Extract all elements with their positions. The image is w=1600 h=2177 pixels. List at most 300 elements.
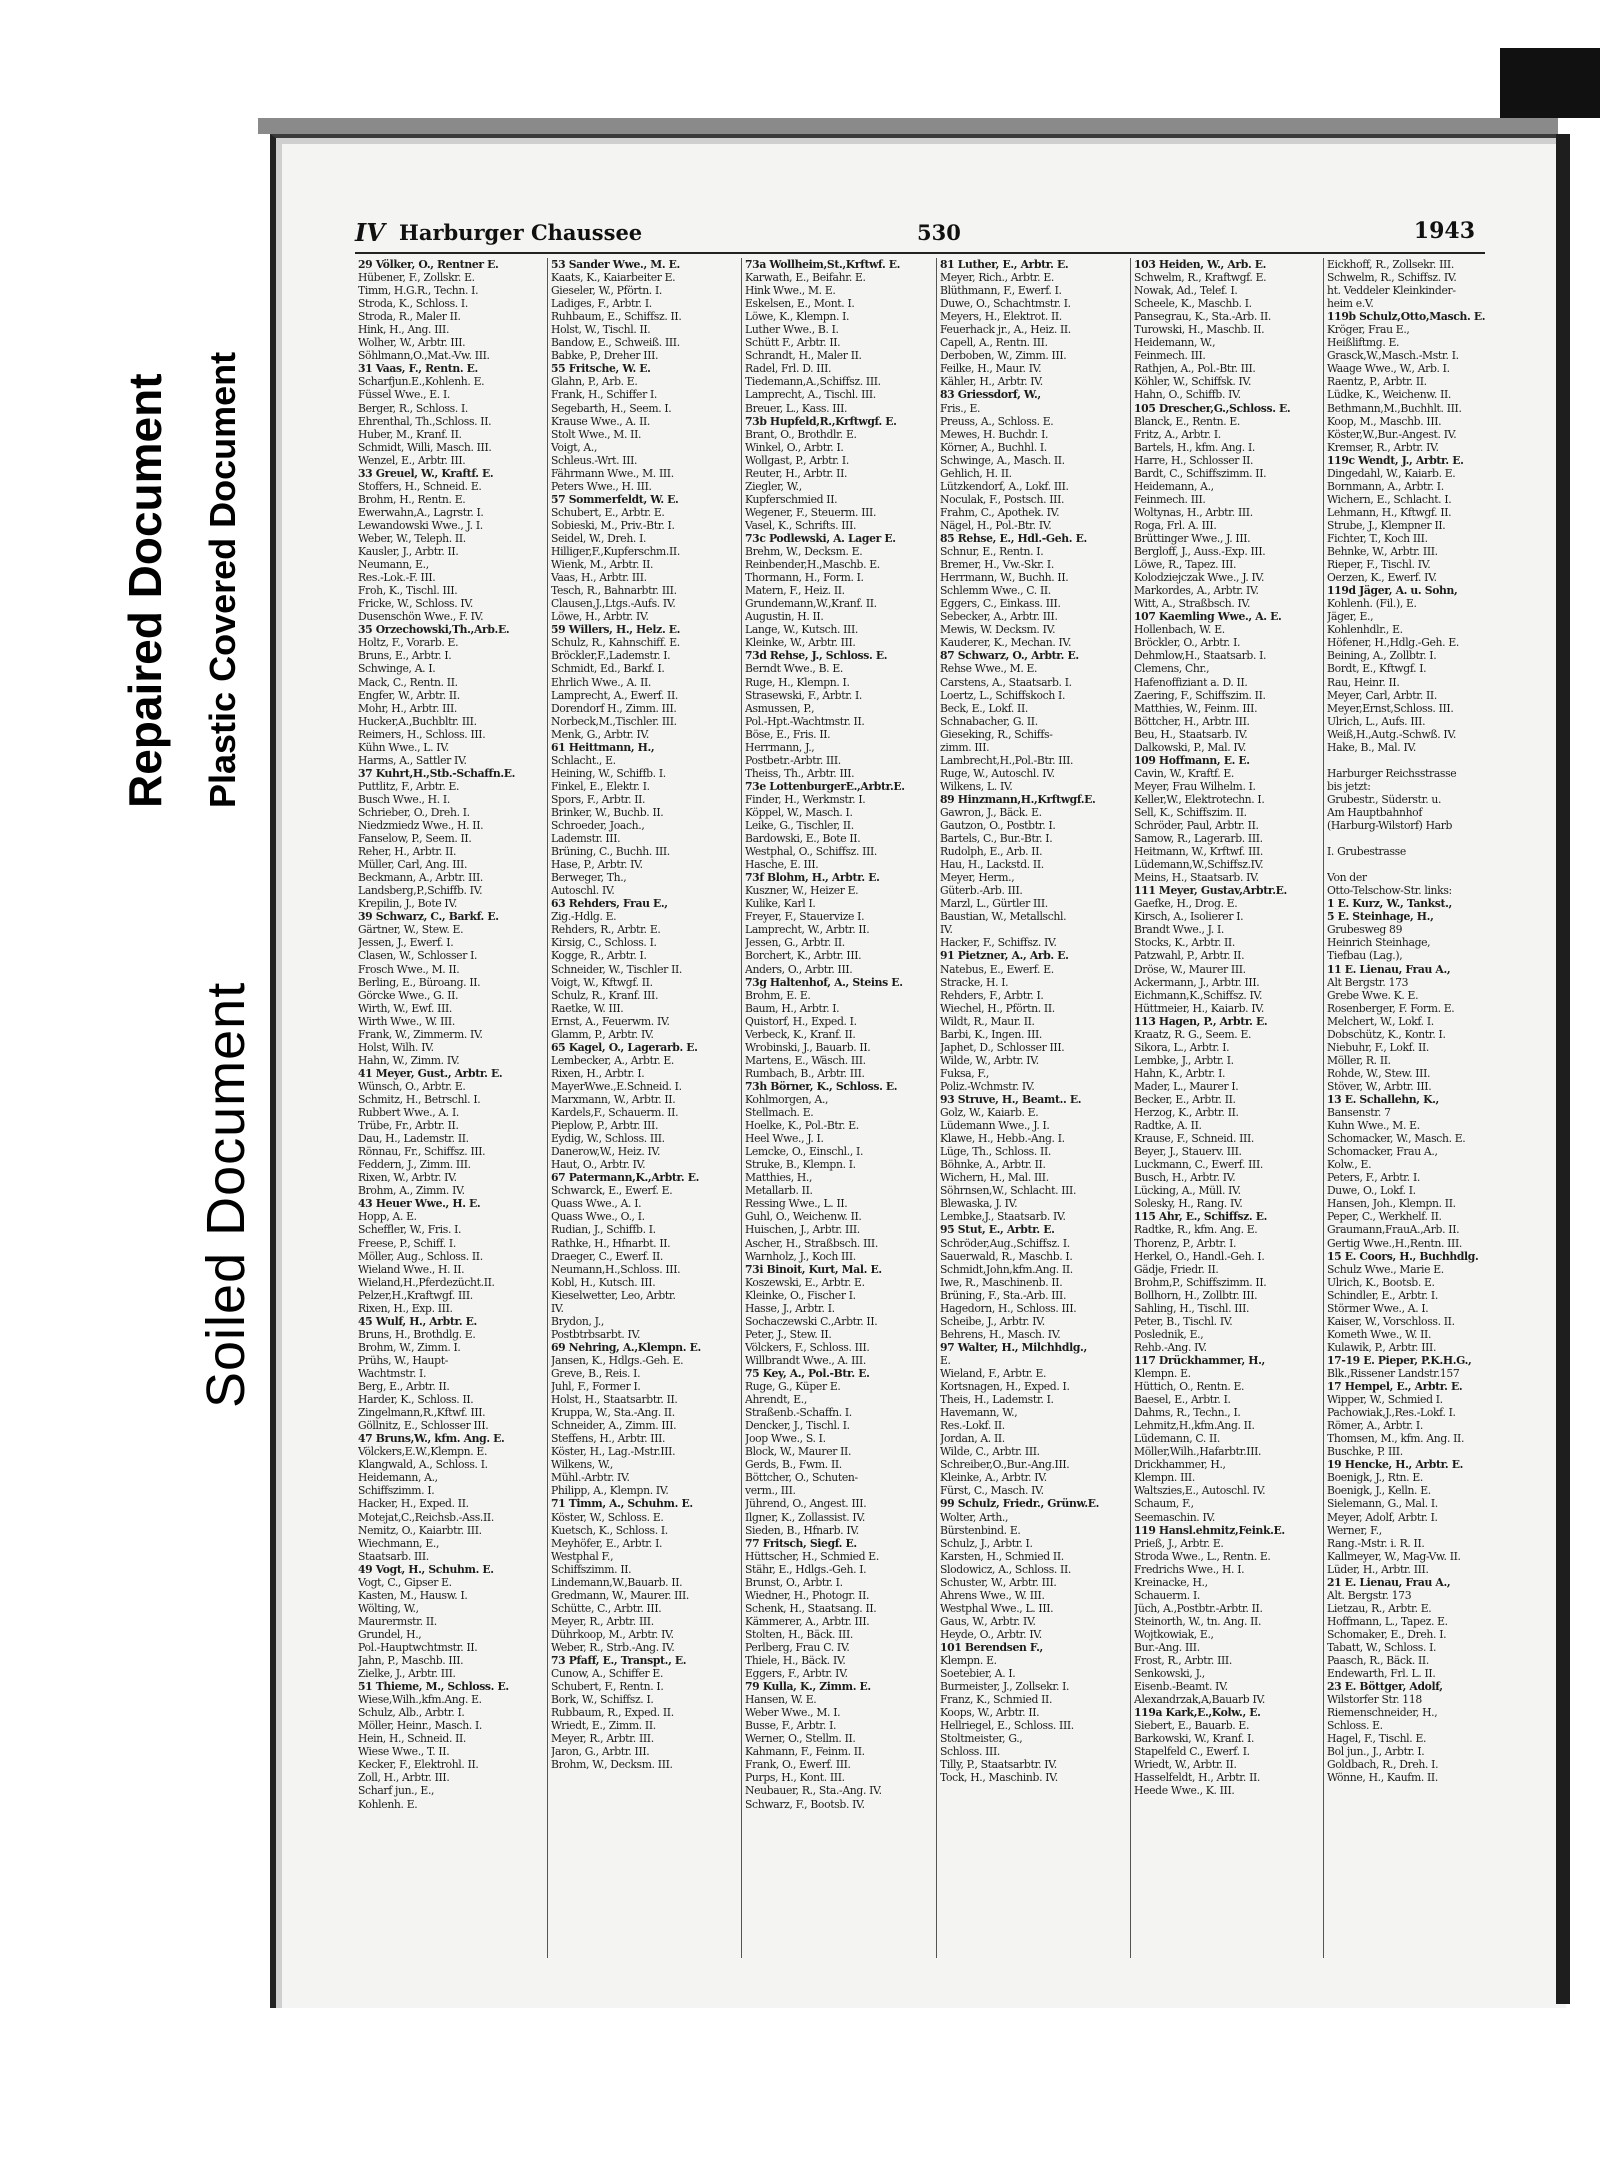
- directory-entry: Wenzel, E., Arbtr. III.: [358, 453, 466, 467]
- directory-entry: Stolten, H., Bäck. III.: [745, 1627, 853, 1641]
- directory-entry: Burmeister, J., Zollsekr. I.: [940, 1680, 1070, 1694]
- directory-entry: Thorenz, P., Arbtr. I.: [1134, 1236, 1237, 1250]
- directory-entry: Meyer, Herm.,: [940, 871, 1015, 885]
- directory-entry: Jüch, A.,Postbtr.-Arbtr. II.: [1134, 1601, 1263, 1615]
- directory-entry: 73h Börner, K., Schloss. E.: [745, 1079, 898, 1093]
- directory-entry: Am Hauptbahnhof: [1327, 805, 1422, 819]
- directory-entry: Ilgner, K., Zollassist. IV.: [745, 1510, 865, 1524]
- directory-entry: Brinker, W., Buchb. II.: [551, 805, 664, 819]
- directory-entry: Neubauer, R., Sta.-Ang. IV.: [745, 1784, 882, 1798]
- directory-entry: 75 Key, A., Pol.-Btr. E.: [745, 1366, 870, 1380]
- directory-entry: Meyer, Adolf, Arbtr. I.: [1327, 1510, 1438, 1524]
- directory-entry: Kohlenh. E.: [358, 1797, 418, 1811]
- directory-entry: Rehse Wwe., M. E.: [940, 662, 1038, 676]
- directory-entry: 97 Walter, H., Milchhdlg.,: [940, 1340, 1087, 1354]
- year: 1943: [1413, 218, 1475, 244]
- directory-entry: Brohm, H., Rentn. E.: [358, 492, 466, 506]
- directory-entry: 39 Schwarz, C., Barkf. E.: [358, 910, 499, 924]
- directory-entry: Fritz, A., Arbtr. I.: [1134, 427, 1221, 441]
- directory-column-3: [745, 258, 932, 1958]
- directory-entry: Kleinke, O., Fischer I.: [745, 1288, 856, 1302]
- directory-entry: Brüning, C., Buchh. III.: [551, 845, 670, 859]
- directory-entry: Schenk, H., Staatsang. II.: [745, 1601, 877, 1615]
- directory-entry: Koops, W., Arbtr. II.: [940, 1706, 1040, 1720]
- directory-entry: Wolher, W., Arbtr. III.: [358, 336, 466, 350]
- directory-entry: Koop, M., Maschb. III.: [1327, 414, 1442, 428]
- page-number: 530: [917, 220, 961, 245]
- directory-entry: Ehrenthal, Th.,Schloss. II.: [358, 414, 492, 428]
- directory-entry: Herrmann, J.,: [745, 740, 815, 754]
- directory-entry: 47 Bruns,W., kfm. Ang. E.: [358, 1432, 505, 1446]
- directory-entry: Slodowicz, A., Schloss. II.: [940, 1562, 1071, 1576]
- directory-entry: Scheibe, J., Arbtr. IV.: [940, 1314, 1045, 1328]
- directory-entry: Harre, H., Schlosser II.: [1134, 453, 1254, 467]
- directory-entry: Brohm,P., Schiffszimm. II.: [1134, 1275, 1267, 1289]
- directory-entry: Berndt Wwe., B. E.: [745, 662, 843, 676]
- directory-entry: Völckers,E.W.,Klempn. E.: [358, 1445, 488, 1459]
- directory-entry: Glahn, P., Arb. E.: [551, 375, 638, 389]
- directory-entry: Leike, G., Tischler, II.: [745, 819, 854, 833]
- page-top-edge: [258, 118, 1558, 134]
- directory-entry: Möller, R. II.: [1327, 1053, 1391, 1067]
- column-divider: [741, 258, 742, 1958]
- directory-entry: Peter, J., Stew. II.: [745, 1327, 832, 1341]
- directory-entry: 113 Hagen, P., Arbtr. E.: [1134, 1014, 1268, 1028]
- directory-entry: Bröckler,F.,Lademstr. I.: [551, 649, 671, 663]
- directory-entry: Fürst, C., Masch. IV.: [940, 1484, 1044, 1498]
- directory-entry: Kreinacke, H.,: [1134, 1575, 1208, 1589]
- directory-entry: 73 Pfaff, E., Transpt., E.: [551, 1654, 687, 1668]
- header-rule: [355, 252, 1485, 254]
- directory-entry: Blanck, E., Rentn. E.: [1134, 414, 1241, 428]
- directory-entry: Rau, Heinr. II.: [1327, 675, 1400, 689]
- directory-entry: Wiechmann, E.,: [358, 1536, 440, 1550]
- directory-entry: Pieplow, P., Arbtr. III.: [551, 1119, 659, 1133]
- directory-entry: Wriedt, E., Zimm. II.: [551, 1719, 656, 1733]
- directory-entry: 37 Kuhrt,H.,Stb.-Schaffn.E.: [358, 766, 516, 780]
- directory-entry: Schulz, Alb., Arbtr. I.: [358, 1706, 465, 1720]
- directory-entry: Schubert, F., Rentn. I.: [551, 1680, 664, 1694]
- directory-entry: Weber, R., Strb.-Ang. IV.: [551, 1640, 675, 1654]
- directory-entry: Peter, B., Tischl. IV.: [1134, 1314, 1233, 1328]
- directory-entry: Löwe, K., Klempn. I.: [745, 310, 850, 324]
- directory-entry: Rathke, H., Hfnarbt. II.: [551, 1236, 671, 1250]
- directory-entry: Mader, L., Maurer I.: [1134, 1079, 1239, 1093]
- column-divider: [936, 258, 937, 1958]
- directory-entry: Feinmech. III.: [1134, 492, 1206, 506]
- directory-entry: Eickhoff, R., Zollsekr. III.: [1327, 258, 1454, 271]
- directory-entry: Bandow, E., Schweiß. III.: [551, 336, 680, 350]
- directory-entry: Rang.-Mstr. i. R. II.: [1327, 1536, 1425, 1550]
- directory-entry: Wichern, E., Schlacht. I.: [1327, 492, 1452, 506]
- directory-entry: Natebus, E., Ewerf. E.: [940, 962, 1054, 976]
- directory-entry: Fichter, T., Koch III.: [1327, 531, 1428, 545]
- directory-entry: Brohm, W., Decksm. III.: [551, 1758, 673, 1772]
- directory-entry: Tilly, P., Staatsarbtr. IV.: [940, 1758, 1057, 1772]
- directory-entry: Straßenb.-Schaffn. I.: [745, 1406, 852, 1420]
- directory-entry: Tesch, R., Bahnarbtr. III.: [551, 584, 677, 598]
- directory-entry: Bol jun., J., Arbtr. I.: [1327, 1745, 1425, 1759]
- directory-entry: Stocks, K., Arbtr. II.: [1134, 936, 1235, 950]
- column-divider: [547, 258, 548, 1958]
- directory-entry: Brydon, J.,: [551, 1314, 604, 1328]
- directory-entry: Tabatt, W., Schloss. I.: [1327, 1640, 1437, 1654]
- directory-entry: Köster, W., Schloss. E.: [551, 1510, 664, 1524]
- directory-entry: Rehders, F., Arbtr. I.: [940, 988, 1044, 1002]
- directory-entry: Nowak, Ad., Telef. I.: [1134, 284, 1238, 298]
- directory-entry: Schmitz, H., Betrschl. I.: [358, 1093, 481, 1106]
- directory-entry: 43 Heuer Wwe., H. E.: [358, 1197, 481, 1211]
- directory-entry: Wachtmstr. I.: [358, 1366, 427, 1380]
- directory-entry: Schlacht., E.: [551, 753, 616, 767]
- directory-entry: Huber, M., Kranf. II.: [358, 427, 462, 441]
- directory-entry: Schwinge, A. I.: [358, 662, 436, 676]
- directory-entry: Kulawik, P., Arbtr. III.: [1327, 1340, 1437, 1354]
- directory-entry: Bollhorn, H., Zollbtr. III.: [1134, 1288, 1258, 1302]
- directory-entry: Wirth, W., Ewf. III.: [358, 1001, 453, 1015]
- directory-entry: Wolter, Arth.,: [940, 1510, 1009, 1524]
- directory-entry: Autoschl. IV.: [551, 884, 615, 898]
- directory-entry: Beining, A., Zollbtr. I.: [1327, 649, 1437, 663]
- directory-entry: Wölting, W.,: [358, 1601, 419, 1615]
- directory-entry: Bartels, H., kfm. Ang. I.: [1134, 440, 1255, 454]
- directory-entry: Rudian, J., Schiffb. I.: [551, 1223, 656, 1237]
- directory-entry: Schiffszimm. I.: [358, 1484, 435, 1498]
- directory-entry: Berling, E., Büroang. II.: [358, 975, 481, 989]
- directory-entry: Müller, Carl, Ang. III.: [358, 858, 468, 872]
- directory-entry: Gehlich, H. II.: [940, 466, 1012, 480]
- directory-entry: Gautzon, O., Postbtr. I.: [940, 819, 1056, 833]
- directory-entry: Pachowiak,J.,Res.-Lokf. I.: [1327, 1406, 1456, 1420]
- directory-entry: 65 Kagel, O., Lagerarb. E.: [551, 1040, 698, 1054]
- directory-entry: 53 Sander Wwe., M. E.: [551, 258, 680, 271]
- directory-entry: Paasch, R., Bäck. II.: [1327, 1654, 1429, 1668]
- directory-entry: Ahrendt, E.,: [745, 1393, 807, 1407]
- directory-entry: 73c Podlewski, A. Lager E.: [745, 531, 896, 545]
- directory-entry: 87 Schwarz, O., Arbtr. E.: [940, 649, 1079, 663]
- directory-entry: 119c Wendt, J., Arbtr. E.: [1327, 453, 1464, 467]
- directory-entry: Fris., E.: [940, 401, 981, 415]
- directory-entry: Scheele, K., Maschb. I.: [1134, 297, 1252, 311]
- directory-entry: 29 Völker, O., Rentner E.: [358, 258, 499, 271]
- directory-entry: Senkowski, J.,: [1134, 1667, 1205, 1681]
- directory-entry: Schlemm Wwe., C. II.: [940, 584, 1051, 598]
- directory-entry: Frank, W., Zimmerm. IV.: [358, 1027, 483, 1041]
- directory-entry: Block, W., Maurer II.: [745, 1445, 852, 1459]
- directory-entry: Karwath, E., Beifahr. E.: [745, 271, 866, 285]
- directory-entry: Schmidt, Ed., Barkf. I.: [551, 662, 665, 676]
- directory-entry: Ascher, H., Straßbsch. III.: [745, 1236, 878, 1250]
- directory-entry: Tock, H., Maschinb. IV.: [940, 1771, 1058, 1785]
- directory-entry: Schwarz, F., Bootsb. IV.: [745, 1797, 865, 1811]
- directory-entry: verm., III.: [745, 1484, 796, 1498]
- directory-entry: Kallmeyer, W., Mag-Vw. II.: [1327, 1549, 1461, 1563]
- directory-entry: 81 Luther, E., Arbtr. E.: [940, 258, 1069, 271]
- directory-entry: (Harburg-Wilstorf) Harb: [1327, 819, 1453, 833]
- soiled-document-label: Soiled Document: [196, 981, 256, 1408]
- directory-entry: Juhl, F., Former I.: [551, 1380, 641, 1394]
- directory-entry: Westphal F.,: [551, 1549, 614, 1563]
- directory-entry: Bruns, E., Arbtr. I.: [358, 649, 452, 663]
- directory-entry: Schloss. E.: [1327, 1719, 1383, 1733]
- directory-entry: Schmidt,John,kfm.Ang. II.: [940, 1262, 1073, 1276]
- directory-entry: Holst, H., Staatsarbtr. II.: [551, 1393, 678, 1407]
- directory-entry: Stähr, E., Hdlgs.-Geh. I.: [745, 1562, 867, 1576]
- directory-entry: Fährmann Wwe., M. III.: [551, 466, 674, 480]
- directory-entry: Störmer Wwe., A. I.: [1327, 1301, 1429, 1315]
- directory-entry: Finder, H., Werkmstr. I.: [745, 792, 866, 806]
- directory-entry: Jessen, J., Ewerf. I.: [358, 936, 454, 950]
- directory-entry: Werner, O., Stellm. II.: [745, 1732, 856, 1746]
- directory-entry: Holst, Wilh. IV.: [358, 1040, 434, 1054]
- directory-entry: Prühs, W., Haupt-: [358, 1353, 448, 1367]
- directory-entry: Heidemann, W.,: [1134, 336, 1216, 350]
- directory-entry: Löwe, R., Tapez. III.: [1134, 558, 1237, 572]
- directory-entry: Berg, E., Arbtr. II.: [358, 1380, 450, 1394]
- directory-entry: Grundemann,W.,Kranf. II.: [745, 597, 877, 611]
- directory-entry: Japhet, D., Schlosser III.: [940, 1040, 1065, 1054]
- directory-entry: Havemann, W.,: [940, 1406, 1018, 1420]
- directory-entry: Golz, W., Kaiarb. E.: [940, 1106, 1039, 1120]
- directory-entry: Kuhn Wwe., M. E.: [1327, 1119, 1420, 1133]
- directory-entry: Wichern, H., Mal. III.: [940, 1171, 1049, 1185]
- directory-entry: Karsten, H., Schmied II.: [940, 1549, 1064, 1563]
- directory-entry: Eggers, C., Einkass. III.: [940, 597, 1061, 611]
- directory-entry: Clemens, Chr.,: [1134, 662, 1210, 676]
- directory-entry: Poslednik, E.,: [1134, 1327, 1204, 1341]
- directory-entry: Wollgast, P., Arbtr. I.: [745, 453, 849, 467]
- directory-entry: 5 E. Steinhage, H.,: [1327, 910, 1434, 924]
- directory-entry: Kobl, H., Kutsch. III.: [551, 1275, 656, 1289]
- directory-entry: Hagel, F., Tischl. E.: [1327, 1732, 1427, 1746]
- directory-entry: Füssel Wwe., E. I.: [358, 388, 450, 402]
- directory-entry: Kleinke, A., Arbtr. IV.: [940, 1471, 1047, 1485]
- directory-entry: Berger, R., Schloss. I.: [358, 401, 468, 415]
- directory-entry: Hasse, J., Arbtr. I.: [745, 1301, 835, 1315]
- directory-column-5: [1134, 258, 1320, 1958]
- directory-entry: Voigt, A.,: [551, 440, 598, 454]
- directory-entry: 91 Pietzner, A., Arb. E.: [940, 949, 1069, 963]
- directory-entry: Siebert, E., Bauarb. E.: [1134, 1719, 1250, 1733]
- directory-entry: Holst, W., Tischl. II.: [551, 323, 651, 337]
- directory-entry: Gawron, J., Bäck. E.: [940, 805, 1042, 819]
- directory-entry: Hopp, A. E.: [358, 1210, 417, 1224]
- directory-entry: Dahms, R., Techn., I.: [1134, 1406, 1241, 1420]
- directory-entry: Quistorf, H., Exped. I.: [745, 1014, 857, 1028]
- directory-entry: Meyhöfer, E., Arbtr. I.: [551, 1536, 663, 1550]
- directory-entry: Asmussen, P.,: [745, 701, 815, 715]
- directory-entry: Nägel, H., Pol.-Btr. IV.: [940, 518, 1052, 532]
- directory-entry: Schreiber,O.,Bur.-Ang.III.: [940, 1458, 1070, 1472]
- directory-entry: Dencker, J., Tischl. I.: [745, 1419, 850, 1433]
- directory-entry: Zingelmann,R.,Kftwf. III.: [358, 1406, 486, 1420]
- directory-entry: Rixen, H., Exp. III.: [358, 1301, 453, 1315]
- directory-entry: Behnke, W., Arbtr. III.: [1327, 545, 1438, 559]
- directory-entry: Bardt, C., Schiffszimm. II.: [1134, 466, 1267, 480]
- directory-entry: Schubert, E., Arbtr. E.: [551, 505, 665, 519]
- directory-entry: Quass Wwe., A. I.: [551, 1197, 642, 1211]
- directory-entry: Herzog, K., Arbtr. II.: [1134, 1106, 1239, 1120]
- directory-entry: Strasewski, F., Arbtr. I.: [745, 688, 863, 702]
- directory-entry: Hübener, F., Zollskr. E.: [358, 271, 475, 285]
- directory-entry: 45 Wulf, H., Arbtr. E.: [358, 1314, 477, 1328]
- directory-entry: Boenigk, J., Rtn. E.: [1327, 1471, 1423, 1485]
- directory-entry: Riemenschneider, H.,: [1327, 1706, 1438, 1720]
- directory-entry: [1327, 858, 1487, 871]
- directory-entry: Schnabacher, G. II.: [940, 714, 1038, 728]
- directory-entry: Hasselfeldt, H., Arbtr. II.: [1134, 1771, 1261, 1785]
- directory-entry: Kraatz, R. G., Seem. E.: [1134, 1027, 1252, 1041]
- directory-entry: Behrens, H., Masch. IV.: [940, 1327, 1061, 1341]
- directory-entry: Möller, Heinr., Masch. I.: [358, 1719, 483, 1733]
- directory-entry: Heyde, O., Arbtr. IV.: [940, 1627, 1042, 1641]
- directory-entry: Herkel, O., Handl.-Geh. I.: [1134, 1249, 1265, 1263]
- directory-entry: Klempn. III.: [1134, 1471, 1195, 1485]
- directory-entry: Lindemann,W.,Bauarb. II.: [551, 1575, 683, 1589]
- directory-entry: 31 Vaas, F., Rentn. E.: [358, 362, 478, 376]
- directory-entry: Hink, H., Ang. III.: [358, 323, 450, 337]
- directory-entry: 79 Kulla, K., Zimm. E.: [745, 1680, 871, 1694]
- directory-entry: Staatsarb. III.: [358, 1549, 429, 1563]
- directory-entry: Segebarth, H., Seem. I.: [551, 401, 672, 415]
- directory-entry: Eisenb.-Beamt. IV.: [1134, 1680, 1228, 1694]
- directory-entry: Gerds, B., Fwm. II.: [745, 1458, 842, 1472]
- directory-entry: Baesel, E., Arbtr. I.: [1134, 1393, 1231, 1407]
- directory-entry: Lüdke, K., Weichenw. II.: [1327, 388, 1451, 402]
- directory-entry: Güterb.-Arb. III.: [940, 884, 1023, 898]
- scan-top-margin: [0, 0, 1600, 48]
- directory-entry: Stöver, W., Arbtr. III.: [1327, 1079, 1432, 1093]
- directory-entry: Kecker, F., Elektrohl. II.: [358, 1758, 479, 1772]
- directory-entry: Schloss. III.: [940, 1745, 1000, 1759]
- directory-entry: Roga, Frl. A. III.: [1134, 518, 1217, 532]
- directory-entry: Eydig, W., Schloss. III.: [551, 1132, 665, 1146]
- directory-entry: Köster, H., Lag.-Mstr.III.: [551, 1445, 676, 1459]
- directory-entry: 107 Kaemling Wwe., A. E.: [1134, 610, 1282, 624]
- directory-entry: Heinrich Steinhage,: [1327, 936, 1431, 950]
- directory-entry: Kuszner, W., Heizer E.: [745, 884, 859, 898]
- directory-entry: ht. Veddeler Kleinkinder-: [1327, 284, 1456, 298]
- directory-entry: Rönnau, Fr., Schiffsz. III.: [358, 1145, 486, 1159]
- directory-entry: Harder, K., Schloss. II.: [358, 1393, 474, 1407]
- directory-entry: Göllnitz, E., Schlosser III.: [358, 1419, 489, 1433]
- directory-entry: 117 Drückhammer, H.,: [1134, 1353, 1265, 1367]
- directory-entry: Peper, C., Werkhelf. II.: [1327, 1210, 1442, 1224]
- directory-entry: Kaats, K., Kaiarbeiter E.: [551, 271, 676, 285]
- directory-entry: Becker, E., Arbtr. II.: [1134, 1093, 1236, 1106]
- directory-entry: Bartels, C., Bur.-Btr. I.: [940, 832, 1053, 846]
- directory-entry: Babke, P., Dreher III.: [551, 349, 659, 363]
- directory-entry: Kogge, R., Arbtr. I.: [551, 949, 647, 963]
- directory-entry: Woltynas, H., Arbtr. III.: [1134, 505, 1253, 519]
- directory-entry: Hahn, O., Schiffb. IV.: [1134, 388, 1241, 402]
- directory-entry: Blewaska, J. IV.: [940, 1197, 1018, 1211]
- directory-entry: Harburger Reichsstrasse: [1327, 766, 1457, 780]
- directory-entry: 73i Binoit, Kurt, Mal. E.: [745, 1262, 882, 1276]
- directory-entry: Brunst, O., Arbtr. I.: [745, 1575, 843, 1589]
- directory-entry: Lange, W., Kutsch. III.: [745, 623, 858, 637]
- directory-entry: Kirsch, A., Isolierer I.: [1134, 910, 1244, 924]
- directory-entry: Schrieber, O., Dreh. I.: [358, 805, 470, 819]
- directory-entry: Joop Wwe., S. I.: [745, 1432, 826, 1446]
- directory-entry: Wiese Wwe., T. II.: [358, 1745, 450, 1759]
- directory-entry: 21 E. Lienau, Frau A.,: [1327, 1575, 1451, 1589]
- directory-entry: zimm. III.: [940, 740, 990, 754]
- directory-entry: Kolodziejczak Wwe., J. IV.: [1134, 571, 1265, 585]
- directory-entry: Gaus, W., Arbtr. IV.: [940, 1614, 1036, 1628]
- directory-entry: Zig.-Hdlg. E.: [551, 910, 617, 924]
- directory-entry: Raetke, W. III.: [551, 1001, 624, 1015]
- directory-entry: Krause Wwe., A. II.: [551, 414, 650, 428]
- directory-entry: Ehrlich Wwe., A. II.: [551, 675, 651, 689]
- directory-entry: Jäger, E.,: [1327, 610, 1374, 624]
- directory-entry: Rathjen, A., Pol.-Btr. III.: [1134, 362, 1256, 376]
- label-strip: [0, 48, 258, 2008]
- directory-entry: 95 Stut, E., Arbtr. E.: [940, 1223, 1055, 1237]
- directory-entry: 119a Kark,E.,Kolw., E.: [1134, 1706, 1261, 1720]
- directory-entry: Rubbert Wwe., A. I.: [358, 1106, 459, 1120]
- directory-entry: Philipp, A., Klempn. IV.: [551, 1484, 669, 1498]
- directory-entry: Hansen, Joh., Klempn. II.: [1327, 1197, 1456, 1211]
- directory-entry: Brohm, E. E.: [745, 988, 811, 1002]
- directory-entry: Kortsnagen, H., Exped. I.: [940, 1380, 1070, 1394]
- directory-entry: Kardels,F., Schauerm. II.: [551, 1106, 679, 1120]
- directory-entry: Willbrandt Wwe., A. III.: [745, 1353, 866, 1367]
- directory-column-1: [358, 258, 543, 1958]
- directory-entry: Capell, A., Rentn. III.: [940, 336, 1048, 350]
- directory-entry: Lücking, A., Müll. IV.: [1134, 1184, 1241, 1198]
- directory-entry: Meyer, Rich., Arbtr. E.: [940, 271, 1054, 285]
- directory-entry: Kieselwetter, Leo, Arbtr.: [551, 1288, 676, 1302]
- directory-entry: Löwe, H., Arbtr. IV.: [551, 610, 649, 624]
- directory-entry: Reinbender,H.,Maschb. E.: [745, 558, 880, 572]
- directory-entry: Klempn. E.: [1134, 1366, 1191, 1380]
- directory-entry: 109 Hoffmann, E. E.: [1134, 753, 1250, 767]
- directory-entry: Böse, E., Fris. II.: [745, 727, 831, 741]
- directory-entry: Anders, O., Arbtr. III.: [745, 962, 853, 976]
- directory-entry: Hellriegel, E., Schloss. III.: [940, 1719, 1074, 1733]
- directory-entry: Bansenstr. 7: [1327, 1106, 1391, 1120]
- directory-entry: Busch Wwe., H. I.: [358, 792, 450, 806]
- directory-entry: Ernst, A., Feuerwm. IV.: [551, 1014, 670, 1028]
- directory-entry: Berweger, Th.,: [551, 871, 627, 885]
- directory-entry: Hahn, K., Arbtr. I.: [1134, 1066, 1226, 1080]
- directory-entry: Hau, H., Lackstd. II.: [940, 858, 1044, 872]
- directory-entry: Quass Wwe., O., I.: [551, 1210, 645, 1224]
- directory-entry: Ruge, W., Autoschl. IV.: [940, 766, 1055, 780]
- directory-entry: 101 Berendsen F.,: [940, 1640, 1043, 1654]
- section-number: IV: [355, 218, 385, 247]
- directory-entry: Kohlmorgen, A.,: [745, 1093, 829, 1106]
- directory-entry: Kirsig, C., Schloss. I.: [551, 936, 657, 950]
- directory-entry: Köster,W.,Bur.-Angest. IV.: [1327, 427, 1457, 441]
- directory-entry: Postbetr.-Arbtr. III.: [745, 753, 841, 767]
- directory-entry: Schroeder, Joach.,: [551, 819, 645, 833]
- directory-entry: Schomaker, E., Dreh. I.: [1327, 1627, 1447, 1641]
- directory-entry: Theis, H., Lademstr. I.: [940, 1393, 1054, 1407]
- directory-entry: Scharf jun., E.,: [358, 1784, 435, 1798]
- directory-entry: 19 Hencke, H., Arbtr. E.: [1327, 1458, 1464, 1472]
- directory-entry: Bardowski, E., Bote II.: [745, 832, 861, 846]
- directory-entry: Haut, O., Arbtr. IV.: [551, 1158, 646, 1172]
- directory-entry: Bordt, E., Kftwgf. I.: [1327, 662, 1427, 676]
- directory-entry: Schauerm. I.: [1134, 1588, 1200, 1602]
- directory-entry: Söhlmann,O.,Mat.-Vw. III.: [358, 349, 490, 363]
- directory-entry: Scharfjun.E.,Kohlenh. E.: [358, 375, 485, 389]
- repaired-document-label: Repaired Document: [119, 373, 171, 808]
- directory-entry: Lehmann, H., Kftwgf. II.: [1327, 505, 1452, 519]
- directory-entry: Brant, O., Brothdlr. E.: [745, 427, 857, 441]
